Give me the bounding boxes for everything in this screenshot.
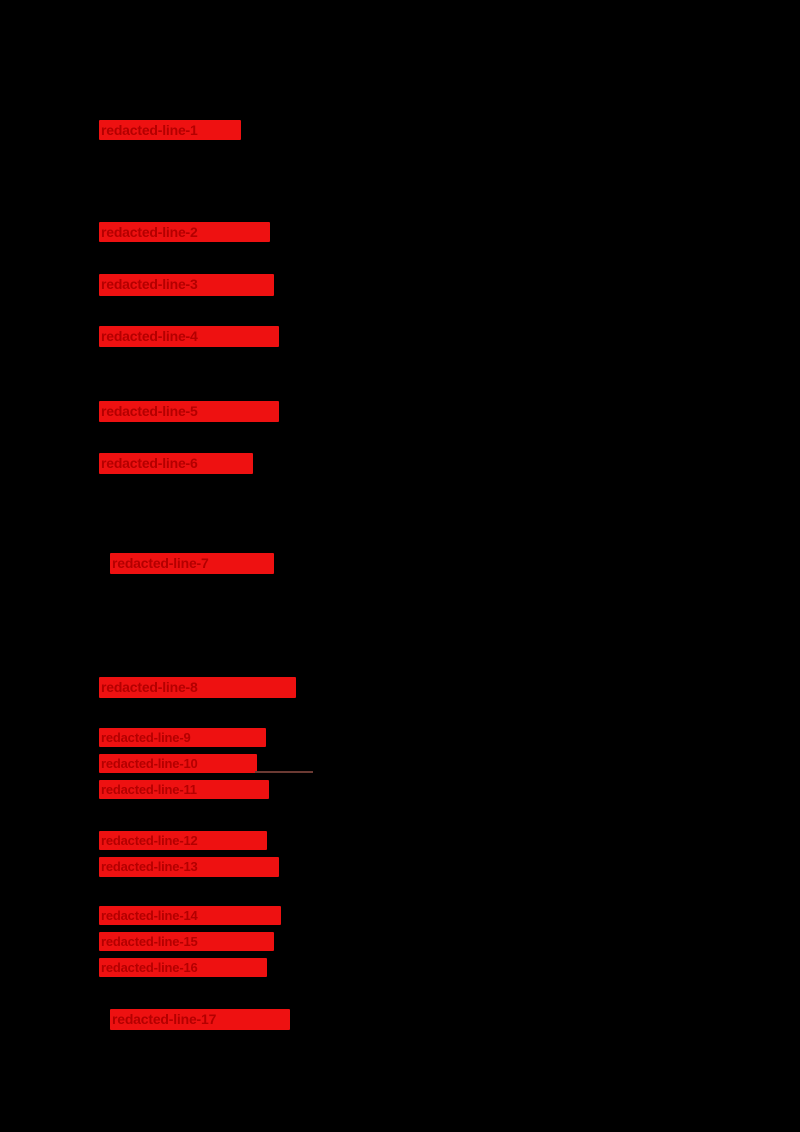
redacted-text-block: redacted-line-16 <box>99 958 267 977</box>
redacted-text-block: redacted-line-10 <box>99 754 257 773</box>
redacted-text-block: redacted-line-9 <box>99 728 266 747</box>
redacted-text-block: redacted-line-12 <box>99 831 267 850</box>
redacted-text-block: redacted-line-7 <box>110 553 274 574</box>
redacted-text-block: redacted-line-15 <box>99 932 274 951</box>
redacted-text-block: redacted-line-13 <box>99 857 279 877</box>
redacted-text-block: redacted-line-6 <box>99 453 253 474</box>
redacted-text-block: redacted-line-8 <box>99 677 296 698</box>
redacted-text-block: redacted-line-5 <box>99 401 279 422</box>
redacted-text-block: redacted-line-1 <box>99 120 241 140</box>
redacted-text-block: redacted-line-4 <box>99 326 279 347</box>
leader-line <box>255 771 313 773</box>
redacted-text-block: redacted-line-17 <box>110 1009 290 1030</box>
redacted-text-block: redacted-line-2 <box>99 222 270 242</box>
redacted-text-block: redacted-line-3 <box>99 274 274 296</box>
redacted-text-block: redacted-line-14 <box>99 906 281 925</box>
redacted-text-block: redacted-line-11 <box>99 780 269 799</box>
